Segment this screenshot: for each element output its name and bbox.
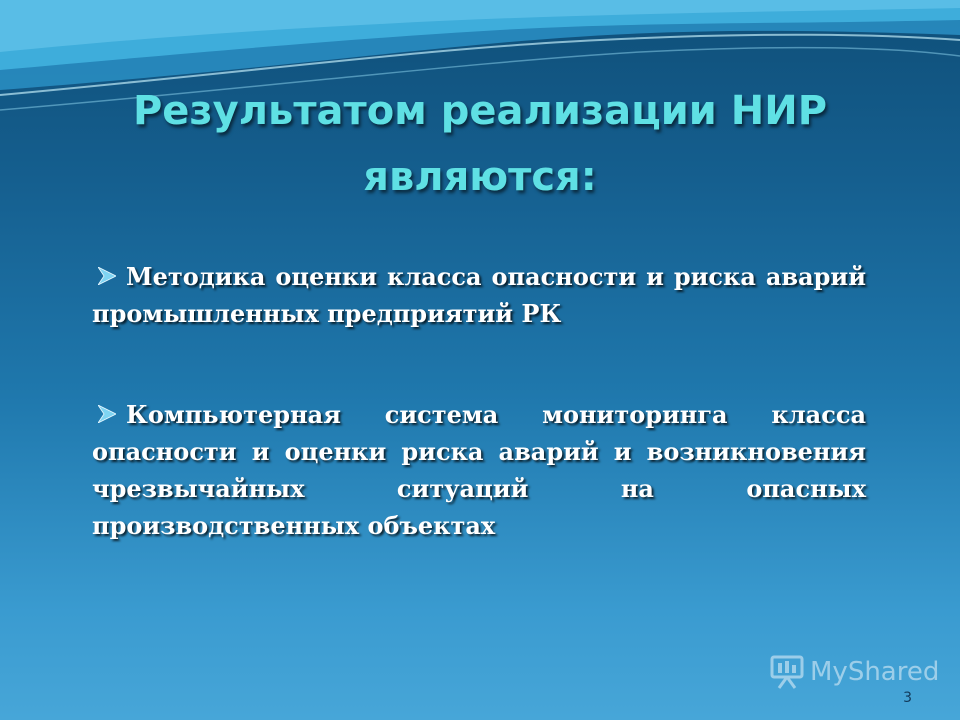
bullet-item-2 [92, 396, 866, 544]
bullet-list [92, 258, 866, 608]
arrow-bullet-icon [98, 405, 116, 423]
presentation-board-icon [770, 654, 804, 690]
arrow-bullet-icon [98, 267, 116, 285]
title-line-2: являются: [363, 154, 597, 200]
bullet-text-1: Методика оценки класса опасности и риска аварий промышленных предприятий РК [92, 262, 866, 328]
title-line-1: Результатом реализации НИР [132, 88, 828, 134]
watermark-logo [770, 652, 939, 692]
watermark-text: MyShared [810, 657, 940, 687]
bullet-text-2: Компьютерная система мониторинга класса опасности и оценки риска аварий и возникновения чрезвычайных ситуаций на опасных производственных объектах [92, 400, 866, 540]
bullet-item-1 [92, 258, 866, 332]
page-number: 3 [903, 690, 912, 706]
slide-title [60, 78, 900, 210]
